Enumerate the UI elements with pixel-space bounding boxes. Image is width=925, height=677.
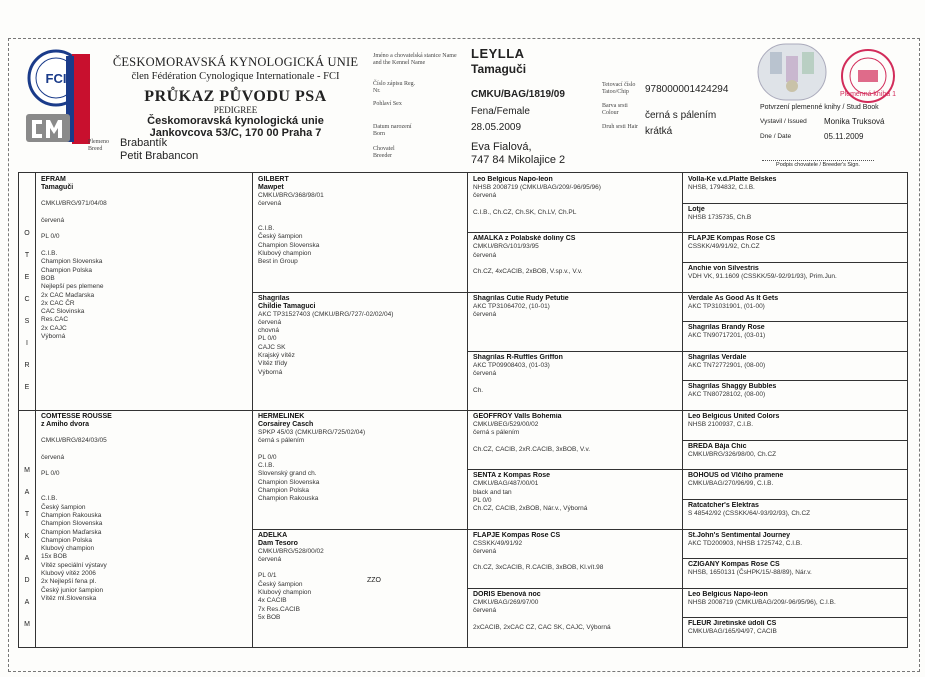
date-value: 05.11.2009 (824, 132, 864, 141)
ancestor-name: FLAPJE Kompas Rose CS (473, 531, 561, 539)
ancestor-detail: 2xCACIB, 2xCAC CZ, CAC SK, CAJC, Výborná (473, 623, 611, 631)
ancestor-detail: CMKU/BAG/270/96/99, C.I.B. (688, 480, 774, 488)
ancestor-name: FLEUR Jiretinské údolí CS (688, 620, 777, 628)
ancestor-detail: 2x CAJC (41, 324, 67, 332)
label-reg: Číslo zápisu Reg. Nr. (373, 81, 416, 94)
ancestor-kennel: Childie Tamaguci (258, 302, 316, 310)
ancestor-detail: černá s pálením (473, 429, 520, 437)
ancestor-name: EFRAM (41, 176, 66, 183)
grid-hline (682, 380, 907, 381)
chip-value: 978000001424294 (645, 84, 729, 95)
sex-value: Fena/Female (471, 106, 530, 117)
side-letter: E (24, 384, 30, 391)
ancestor-detail: červená (41, 453, 65, 461)
ancestor-detail: BOB (41, 274, 55, 282)
ancestor-detail: CMKU/BRG/528/00/02 (258, 547, 324, 555)
ancestor-detail: Champion Rakouska (41, 511, 102, 519)
gen3-ancestor (473, 295, 678, 349)
breeder-address: 747 84 Mikolajice 2 (471, 154, 566, 166)
side-letter: C (24, 296, 30, 303)
ancestor-detail: Ch.CZ, 3xCACIB, R.CACIB, 3xBOB, Kl.vít.98 (473, 564, 604, 572)
ancestor-name: Volla-Ke v.d.Platte Belskes (688, 176, 777, 183)
grid-hline (252, 292, 907, 293)
label-breeder: Chovatel Breeder (373, 146, 395, 159)
ancestor-kennel: z Amiho dvora (41, 421, 89, 428)
ancestor-detail: NHSB 2100937, C.I.B. (688, 421, 754, 428)
ancestor-detail: NHSB 1735735, Ch.B (688, 213, 752, 221)
ancestor-name: Shagrilas (258, 294, 290, 302)
ancestor-detail: PL 0/0 (258, 335, 277, 343)
ancestor-detail: AKC TN80728102, (08-00) (688, 391, 766, 399)
side-letter: I (26, 340, 28, 347)
ancestor-detail (473, 260, 678, 268)
gen4-ancestor (688, 472, 903, 497)
org-name: ČESKOMORAVSKÁ KYNOLOGICKÁ UNIE (112, 55, 359, 69)
ancestor-detail: Best in Group (258, 258, 298, 266)
ancestor-name: CZIGANY Kompas Rose CS (688, 561, 780, 569)
ancestor-name: BREDA Bája Chic (688, 442, 747, 450)
side-letter: M (24, 621, 30, 628)
side-letter: A (24, 555, 30, 562)
ancestor-detail: Klubový champion (258, 250, 312, 258)
ancestor-detail: Champion Polska (41, 266, 92, 274)
ancestor-name: St.John's Sentimental Journey (688, 531, 791, 539)
breed-fr: Petit Brabancon (120, 150, 199, 162)
gen3-ancestor (473, 235, 678, 289)
gen3-ancestor (473, 354, 678, 408)
grid-hline (682, 440, 907, 441)
ancestor-detail: Res.CAC (41, 316, 69, 324)
ancestor-name: Anchie von Silvestris (688, 264, 759, 272)
ancestor-detail: 2x CAC Maďarska (41, 291, 95, 299)
breed-label: Plemeno Breed (88, 139, 109, 152)
ancestor-detail: 2x CAC ČR (41, 299, 75, 307)
hologram-seal (756, 42, 828, 102)
ancestor-name: Leo Belgicus United Colors (688, 413, 780, 420)
ancestor-detail: chovná (258, 327, 279, 335)
breed-cz: Brabantík (120, 137, 168, 149)
ancestor-name: Lotje (688, 205, 705, 213)
side-label-mother (20, 460, 34, 636)
ancestor-detail (41, 487, 248, 495)
date-label: Dne / Date (760, 133, 792, 140)
side-label-father (20, 223, 34, 399)
side-letter: T (24, 511, 30, 518)
gen2-ancestor (258, 176, 463, 290)
ancestor-detail: CMKU/BRG/101/93/95 (473, 243, 539, 251)
ancestor-detail: 5x BOB (258, 613, 281, 621)
ancestor-detail: Champion Slovenska (258, 478, 320, 486)
ancestor-name: Leo Belgicus Napo-leon (473, 176, 553, 183)
ancestor-detail: červená (258, 555, 282, 563)
ancestor-name: Leo Belgicus Napo-leon (688, 590, 768, 598)
ancestor-name: Verdale As Good As It Gets (688, 294, 779, 302)
grid-hline (682, 321, 907, 322)
grid-hline (467, 351, 907, 352)
ancestor-detail: CAC Slovinska (41, 308, 85, 316)
gen3-ancestor (473, 413, 678, 467)
ancestor-detail: C.I.B. (41, 495, 58, 503)
gen4-ancestor (688, 235, 903, 260)
gen2-ancestor (258, 413, 463, 527)
issued-row (760, 117, 885, 126)
ancestor-detail: PL 0/1 (258, 572, 277, 580)
ancestor-detail: Ch.CZ, CACIB, 2xR.CACIB, 3xBOB, V.v. (473, 445, 591, 453)
ancestor-detail: CSSKK/49/91/92 (473, 539, 523, 547)
gen4-ancestor (688, 324, 903, 349)
ancestor-detail: PL 0/0 (473, 496, 492, 504)
side-letter: R (24, 362, 30, 369)
ancestor-detail: CMKU/BRG/368/98/01 (258, 192, 324, 199)
ancestor-name: Shagrilas Brandy Rose (688, 324, 765, 332)
label-name: Jméno a chovatelská stanice Name and the Kennel Name (373, 53, 457, 66)
label-hair: Druh srsti Hair (602, 124, 638, 130)
ancestor-name: HERMELÍNEK (258, 413, 305, 420)
ancestor-kennel: Dam Tesoro (258, 539, 298, 547)
ancestor-detail: Vítěz ml.Slovenska (41, 594, 97, 602)
ancestor-detail: C.I.B. (258, 462, 275, 470)
ancestor-detail: Champion Rakouska (258, 495, 319, 503)
ancestor-detail: 7x Res.CACIB (258, 605, 300, 613)
ancestor-name: Shagrilas Verdale (688, 353, 747, 361)
ancestor-detail (473, 556, 678, 564)
ancestor-name: Shagrilas R-Ruffles Griffon (473, 353, 563, 361)
ancestor-detail: červená (473, 547, 497, 555)
ancestor-detail: C.I.B. (41, 250, 58, 258)
zzo-mark: ZZO (367, 576, 381, 584)
logo-text: FCI (45, 71, 67, 86)
ancestor-detail: Champion Slovenska (41, 520, 103, 528)
ancestor-detail: 4x CACIB (258, 597, 287, 605)
label-colour: Barva srsti Colour (602, 103, 628, 116)
pedigree-grid (18, 172, 908, 648)
ancestor-detail: červená (473, 370, 497, 378)
grid-hline (19, 410, 907, 411)
signature-line (762, 160, 874, 161)
grid-hline (682, 203, 907, 204)
ancestor-detail: Český šampion (258, 233, 303, 241)
side-letter: T (24, 252, 30, 259)
ancestor-detail: červená (473, 607, 497, 615)
ancestor-detail: Champion Polska (258, 487, 309, 495)
side-letter: O (24, 230, 30, 237)
ancestor-detail: CAJC SK (258, 343, 286, 351)
ancestor-detail: Champion Slovenska (258, 241, 320, 249)
gen3-ancestor (473, 472, 678, 526)
gen2-ancestor (258, 295, 463, 409)
ancestor-detail (258, 209, 463, 217)
gen4-ancestor (688, 206, 903, 231)
ancestor-detail (41, 479, 248, 487)
gen4-ancestor (688, 295, 903, 320)
ancestor-detail: NHSB, 1650131 (ČsHPK/15/-88/89), Nár.v. (688, 569, 812, 577)
gen4-ancestor (688, 532, 903, 557)
ancestor-detail: CMKU/BRG/326/98/00, Ch.CZ (688, 450, 777, 458)
grid-hline (252, 529, 907, 530)
gen2-ancestor (258, 532, 463, 646)
grid-hline (467, 232, 907, 233)
issued-label: Vystavil / Issued (760, 118, 807, 125)
ancestor-detail: PL 0/0 (258, 453, 277, 461)
ancestor-name: SENTA z Kompas Rose (473, 472, 551, 480)
gen4-ancestor (688, 561, 903, 586)
ancestor-detail (473, 615, 678, 623)
gen3-ancestor (473, 176, 678, 230)
label-sex: Pohlaví Sex (373, 101, 402, 107)
ancestor-detail: AKC TD200903, NHSB 1725742, C.I.B. (688, 539, 803, 547)
issuer-address: Jankovcova 53/C, 170 00 Praha 7 (149, 127, 322, 139)
ancestor-detail (41, 446, 248, 454)
gen1-ancestor (41, 176, 248, 408)
ancestor-kennel: Tamaguči (41, 184, 74, 191)
born-value: 28.05.2009 (471, 122, 522, 133)
ancestor-detail: AKC TP31527403 (CMKU/BRG/727/-02/02/04) (258, 310, 394, 318)
ancestor-detail (41, 242, 248, 250)
gen4-ancestor (688, 354, 903, 379)
grid-hline (467, 469, 907, 470)
dog-name: LEYLLA (471, 46, 525, 61)
ancestor-detail: Krajský vítěz (258, 351, 295, 359)
issued-value: Monika Truksová (824, 117, 885, 126)
ancestor-name: DORIS Ebenová noc (473, 590, 541, 598)
gen4-ancestor (688, 620, 903, 645)
ancestor-detail: AKC TP31064702, (10-01) (473, 302, 550, 310)
ancestor-name: COMTESSE ROUSSE (41, 413, 112, 420)
ancestor-detail: červená (473, 310, 497, 318)
signature-label: Podpis chovatele / Breeder's Sign. (776, 162, 860, 168)
ancestor-detail (41, 192, 248, 200)
ancestor-detail: CSSKK/49/91/92, Ch.CZ (688, 243, 760, 251)
ancestor-detail (473, 201, 678, 209)
ancestor-detail: CMKU/BAG/165/94/97, CACIB (688, 628, 777, 636)
ancestor-detail: Ch. (473, 386, 484, 394)
ancestor-detail: Český šampion (258, 580, 303, 588)
ancestor-detail: červená (41, 216, 65, 224)
ancestor-detail: Výborná (258, 368, 283, 376)
ancestor-detail (258, 217, 463, 225)
ancestor-detail: Klubový champion (258, 588, 312, 596)
ancestor-detail: AKC TN90717201, (03-01) (688, 332, 766, 340)
ancestor-detail (258, 446, 463, 454)
ancestor-detail: C.I.B. (258, 225, 275, 233)
ancestor-detail: NHSB, 1794832, C.I.B. (688, 184, 755, 191)
stamp-text: Plemenná kniha 1 (839, 91, 897, 98)
side-letter: D (24, 577, 30, 584)
ancestor-detail (473, 438, 678, 446)
ancestor-detail (41, 429, 248, 437)
grid-hline (682, 617, 907, 618)
side-letter: M (24, 467, 30, 474)
gen4-ancestor (688, 502, 903, 527)
ancestor-detail: C.I.B., Ch.CZ, Ch.SK, Ch.LV, Ch.PL (473, 208, 577, 216)
ancestor-detail: černá s pálením (258, 437, 305, 445)
ancestor-detail: Český šampion (41, 503, 86, 511)
date-row (760, 132, 864, 141)
ancestor-detail: CMKU/BRG/824/03/05 (41, 437, 107, 445)
breeder-name: Eva Fialová, (471, 141, 532, 153)
ancestor-detail: Výborná (41, 333, 66, 341)
studbook-label: Potvrzení plemenné knihy / Stud Book (760, 104, 879, 111)
ancestor-detail: CMKU/BAG/487/00/01 (473, 480, 539, 488)
ancestor-detail: Champion Maďarska (41, 528, 102, 536)
ancestor-name: BOHOUŠ od Vlčího pramene (688, 472, 784, 480)
gen4-ancestor (688, 383, 903, 408)
ancestor-kennel: Corsairey Casch (258, 421, 314, 428)
ancestor-detail: NHSB 2008719 (CMKU/BAG/209/-96/95/96) (473, 184, 601, 191)
ancestor-detail: 15x BOB (41, 553, 68, 561)
ancestor-name: Shagrilas Cutie Rudy Petutie (473, 294, 569, 302)
ancestor-detail: S 48542/92 (CSSKK/64/-93/92/93), Ch.CZ (688, 509, 811, 517)
ancestor-name: ADÉLKA (258, 531, 288, 539)
ancestor-detail: Slovenský grand ch. (258, 470, 317, 478)
org-membership: člen Fédération Cynologique Internationale - FCI (131, 71, 340, 82)
grid-hline (682, 558, 907, 559)
ancestor-detail: Vítěz třídy (258, 360, 288, 368)
ancestor-name: GILBERT (258, 176, 289, 183)
ancestor-name: GEOFFROY Valls Bohemia (473, 413, 562, 420)
ancestor-name: AMÁLKA z Polabské doliny CS (473, 235, 576, 243)
side-letter: K (24, 533, 30, 540)
ancestor-detail: PL 0/0 (41, 233, 60, 241)
side-letter: A (24, 599, 30, 606)
ancestor-detail: AKC TP31031901, (01-00) (688, 302, 765, 310)
ancestor-detail (473, 378, 678, 386)
dog-kennel: Tamaguči (471, 62, 527, 76)
ancestor-name: Shagrilas Shaggy Bubbles (688, 383, 777, 391)
fci-cmku-logo (20, 48, 92, 148)
ancestor-detail: Ch.CZ, 4xCACIB, 2xBOB, V.sp.v., V.v. (473, 268, 583, 276)
ancestor-detail (41, 462, 248, 470)
ancestor-detail: black and tan (473, 488, 512, 496)
colour-value: černá s pálením (645, 110, 717, 121)
issuer-name: Českomoravská kynologická unie (147, 115, 324, 127)
gen4-ancestor (688, 413, 903, 438)
ancestor-detail: PL 0/0 (41, 470, 60, 478)
ancestor-detail: CMKU/BRG/971/04/08 (41, 200, 107, 208)
gen4-ancestor (688, 176, 903, 201)
ancestor-detail: Český junior šampion (41, 586, 104, 594)
doc-title: PRŮKAZ PŮVODU PSA (144, 88, 327, 105)
ancestor-kennel: Mawpet (258, 184, 284, 191)
ancestor-detail: NHSB 2008719 (CMKU/BAG/209/-96/95/96), C.I.B. (688, 598, 836, 606)
side-letter: S (24, 318, 30, 325)
studbook-stamp (838, 46, 898, 106)
gen3-ancestor (473, 532, 678, 586)
label-chip: Tetovací číslo Tatoo/Chip (602, 82, 636, 95)
ancestor-detail: Vítěz speciální výstavy (41, 561, 107, 569)
gen4-ancestor (688, 265, 903, 290)
organization-block (108, 55, 363, 139)
ancestor-detail: CMKU/BAG/269/97/00 (473, 598, 539, 606)
ancestor-detail: AKC TP09908403, (01-03) (473, 361, 550, 369)
hair-value: krátká (645, 126, 673, 137)
ancestor-name: FLAPJE Kompas Rose CS (688, 235, 776, 243)
ancestor-name: Ratcatcher's Elektras (688, 501, 759, 509)
ancestor-detail: AKC TN72772901, (08-00) (688, 361, 766, 369)
ancestor-detail: Champion Polska (41, 536, 92, 544)
ancestor-detail: VDH VK, 91.1609 (CSSKK/59/-92/91/93), Prim.Jun. (688, 272, 837, 280)
ancestor-detail: červená (473, 251, 497, 259)
reg-number: CMKU/BAG/1819/09 (471, 89, 565, 100)
side-letter: A (24, 489, 30, 496)
ancestor-detail: Klubový champion (41, 545, 95, 553)
grid-hline (682, 262, 907, 263)
grid-hline (467, 588, 907, 589)
gen4-ancestor (688, 591, 903, 616)
ancestor-detail: červená (258, 318, 282, 326)
gen1-ancestor (41, 413, 248, 645)
ancestor-detail: 2x Nejlepší fena pl. (41, 578, 97, 586)
ancestor-detail: červená (258, 200, 282, 208)
ancestor-detail (258, 564, 463, 572)
ancestor-detail (41, 209, 248, 217)
ancestor-detail: Ch.CZ, CACIB, 2xBOB, Nár.v., Výborná (473, 505, 588, 513)
doc-subtitle: PEDIGREE (213, 105, 258, 115)
ancestor-detail: Champion Slovenska (41, 258, 103, 266)
ancestor-detail: červená (473, 192, 497, 200)
side-letter: E (24, 274, 30, 281)
ancestor-detail: Klubový vítěz 2006 (41, 570, 96, 578)
ancestor-detail (41, 225, 248, 233)
gen3-ancestor (473, 591, 678, 645)
ancestor-detail: SPKP 45/03 (CMKU/BRG/725/02/04) (258, 429, 366, 436)
ancestor-detail: Nejlepší pes plemene (41, 283, 104, 291)
ancestor-detail: CMKU/BEG/529/00/02 (473, 421, 539, 428)
gen4-ancestor (688, 443, 903, 468)
grid-hline (682, 499, 907, 500)
label-born: Datum narození Born (373, 124, 412, 137)
